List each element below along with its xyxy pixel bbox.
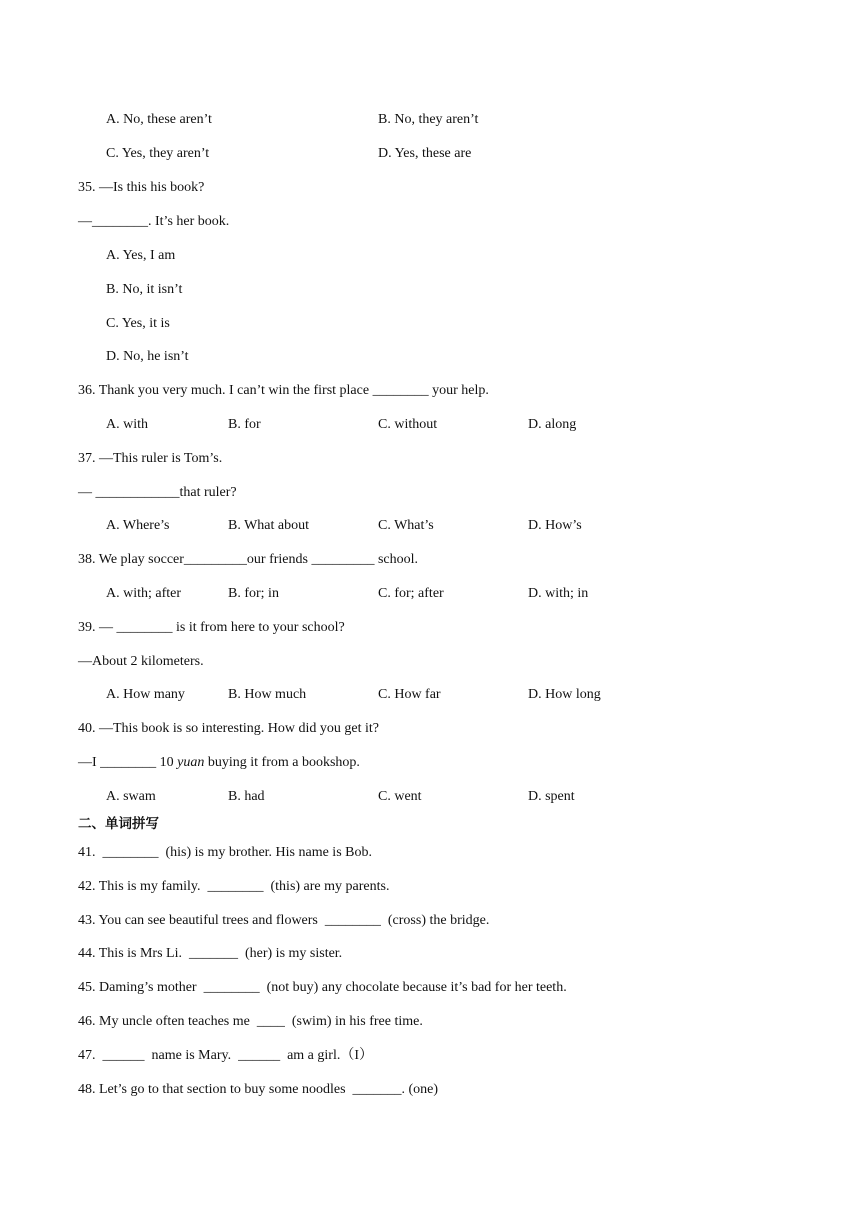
fill-item-44: 44. This is Mrs Li. _______ (her) is my sister. <box>78 946 343 961</box>
q40-option-a: A. swam <box>106 789 156 804</box>
q39-option-b: B. How much <box>228 687 307 702</box>
q40-reply-post: buying it from a bookshop. <box>204 755 360 770</box>
q35-option-c: C. Yes, it is <box>106 316 170 331</box>
fill-item-45: 45. Daming’s mother ________ (not buy) any chocolate because it’s bad for her teeth. <box>78 980 567 995</box>
q36-option-c: C. without <box>378 417 438 432</box>
q40-option-c: C. went <box>378 789 422 804</box>
q35-stem: 35. —Is this his book? <box>78 180 205 195</box>
q40-reply-pre: —I ________ 10 <box>78 755 178 770</box>
fill-item-42: 42. This is my family. ________ (this) are my parents. <box>78 879 390 894</box>
q37-option-b: B. What about <box>228 518 310 533</box>
q37-stem: 37. —This ruler is Tom’s. <box>78 451 223 466</box>
q35-option-d: D. No, he isn’t <box>106 349 189 364</box>
q37-option-c: C. What’s <box>378 518 434 533</box>
fill-item-47: 47. ______ name is Mary. ______ am a girl.（I） <box>78 1048 373 1063</box>
q35-option-b: B. No, it isn’t <box>106 282 183 297</box>
q34-option-b: B. No, they aren’t <box>378 112 479 127</box>
q35-option-a: A. Yes, I am <box>106 248 176 263</box>
q40-reply-italic: yuan <box>177 755 205 770</box>
q40-option-b: B. had <box>228 789 265 804</box>
q39-option-d: D. How long <box>528 687 601 702</box>
q39-option-a: A. How many <box>106 687 185 702</box>
fill-item-43: 43. You can see beautiful trees and flowers ________ (cross) the bridge. <box>78 913 490 928</box>
q34-option-c: C. Yes, they aren’t <box>106 146 210 161</box>
q36-option-a: A. with <box>106 417 148 432</box>
q38-option-b: B. for; in <box>228 586 279 601</box>
q37-option-a: A. Where’s <box>106 518 170 533</box>
q35-reply: —________. It’s her book. <box>78 214 230 229</box>
q38-option-c: C. for; after <box>378 586 444 601</box>
q39-reply: —About 2 kilometers. <box>78 654 204 669</box>
q38-option-d: D. with; in <box>528 586 589 601</box>
q36-stem: 36. Thank you very much. I can’t win the first place ________ your help. <box>78 383 489 398</box>
q40-option-d: D. spent <box>528 789 575 804</box>
q40-reply <box>78 754 360 772</box>
q39-stem: 39. — ________ is it from here to your school? <box>78 620 345 635</box>
fill-item-46: 46. My uncle often teaches me ____ (swim) in his free time. <box>78 1014 423 1029</box>
q37-reply: — ____________that ruler? <box>78 485 237 500</box>
fill-item-41: 41. ________ (his) is my brother. His name is Bob. <box>78 845 372 860</box>
q34-option-d: D. Yes, these are <box>378 146 472 161</box>
fill-item-48: 48. Let’s go to that section to buy some noodles _______. (one) <box>78 1082 439 1097</box>
section-title: 二、单词拼写 <box>78 816 159 832</box>
q39-option-c: C. How far <box>378 687 441 702</box>
q38-stem: 38. We play soccer_________our friends _________ school. <box>78 552 418 567</box>
q40-stem: 40. —This book is so interesting. How did you get it? <box>78 721 379 736</box>
q38-option-a: A. with; after <box>106 586 182 601</box>
q36-option-d: D. along <box>528 417 577 432</box>
q34-option-a: A. No, these aren’t <box>106 112 212 127</box>
q36-option-b: B. for <box>228 417 261 432</box>
q37-option-d: D. How’s <box>528 518 582 533</box>
